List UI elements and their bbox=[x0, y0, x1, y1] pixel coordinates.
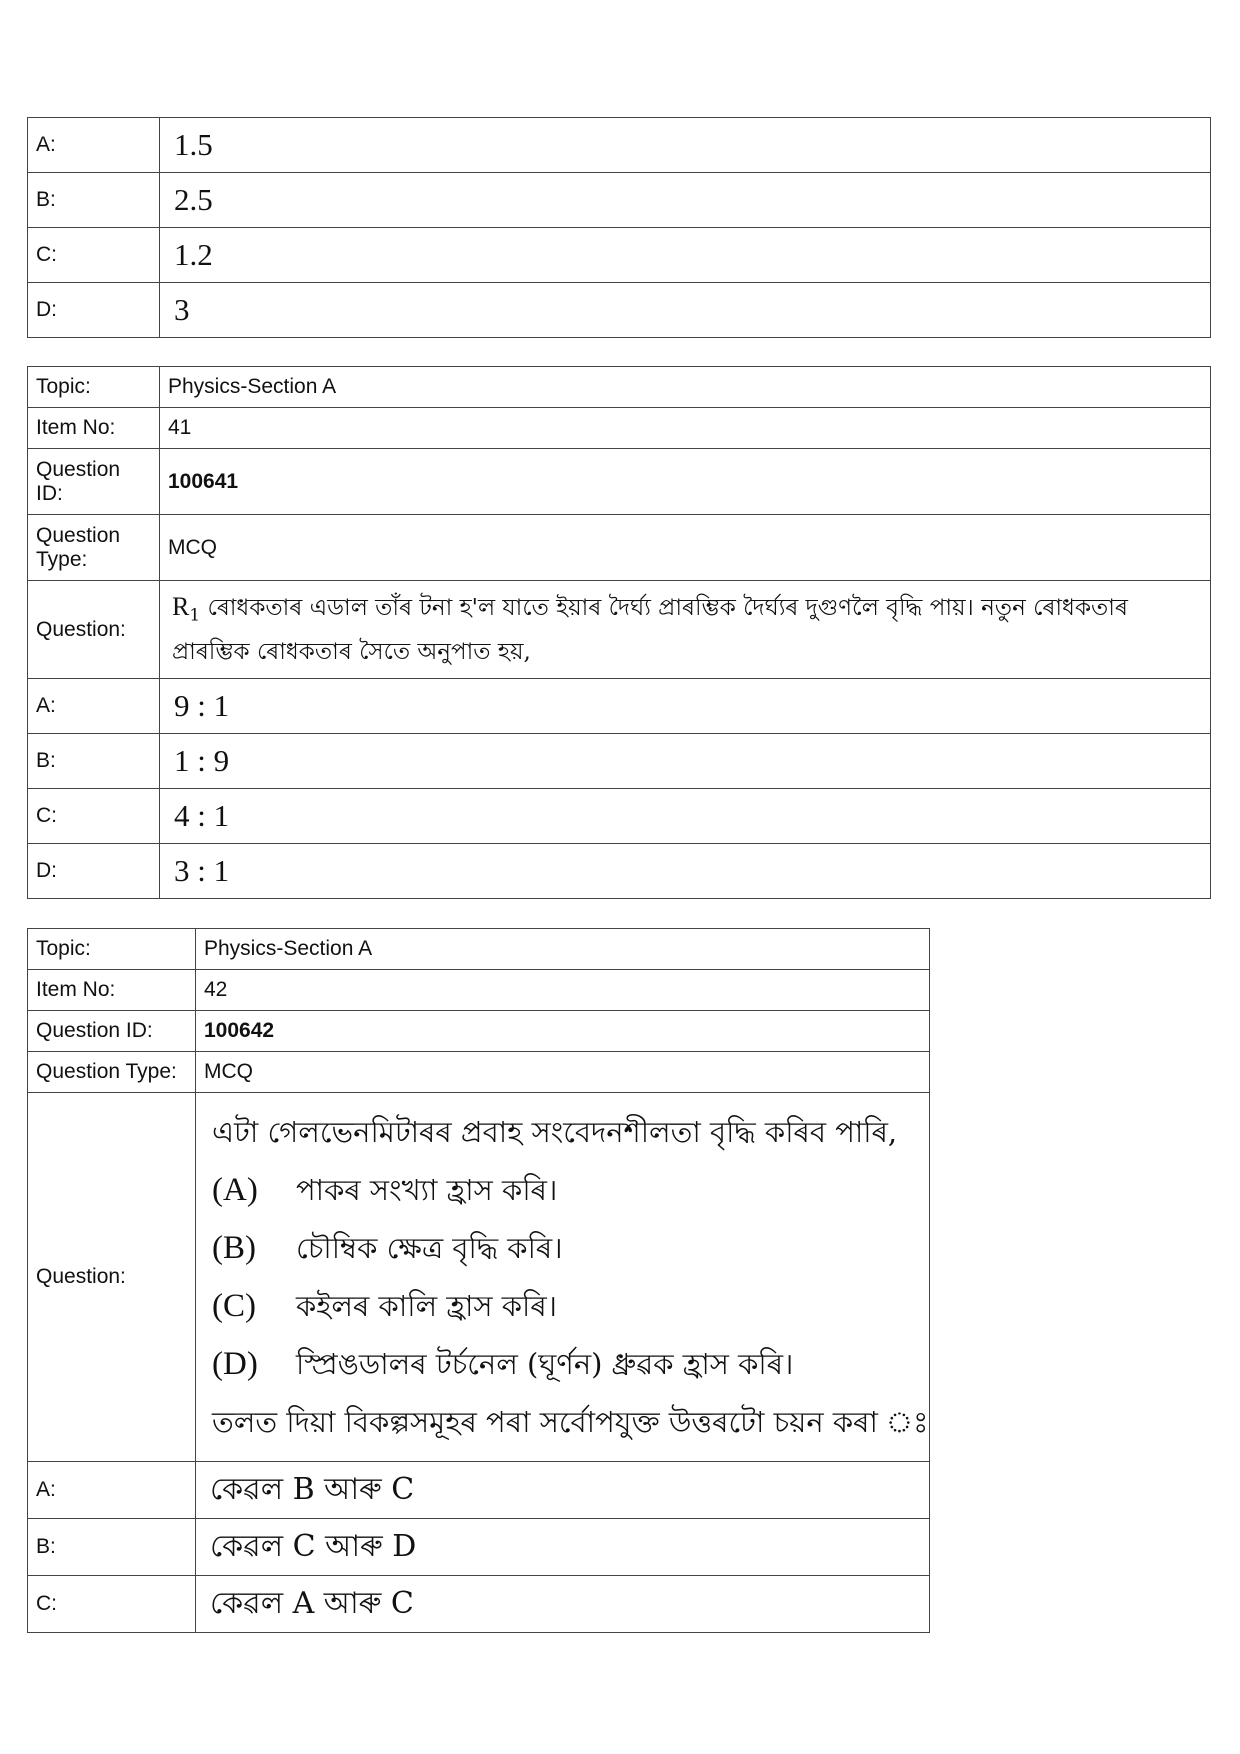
item-no-row bbox=[28, 970, 930, 1011]
statement-mark: (D) bbox=[212, 1346, 258, 1382]
statement-d bbox=[212, 1335, 913, 1393]
prev-question-options-table bbox=[27, 117, 1211, 338]
option-row bbox=[28, 789, 1211, 844]
option-label: B: bbox=[28, 1519, 196, 1576]
option-row bbox=[28, 228, 1211, 283]
option-value: 4 : 1 bbox=[160, 789, 1211, 844]
topic-label: Topic: bbox=[28, 929, 196, 970]
option-row bbox=[28, 1576, 930, 1633]
option-value: 9 : 1 bbox=[160, 679, 1211, 734]
option-value: 1.2 bbox=[160, 228, 1211, 283]
question-id-value: 100642 bbox=[196, 1011, 930, 1052]
question-id-row bbox=[28, 449, 1211, 515]
question-text bbox=[196, 1093, 930, 1462]
option-row bbox=[28, 1462, 930, 1519]
topic-value: Physics-Section A bbox=[160, 367, 1211, 408]
option-label: D: bbox=[28, 844, 160, 899]
statement-mark: (C) bbox=[212, 1288, 256, 1324]
question-id-label: Question ID: bbox=[28, 449, 160, 515]
question-type-label: Question Type: bbox=[28, 1052, 196, 1093]
question-label: Question: bbox=[28, 581, 160, 679]
option-label: C: bbox=[28, 228, 160, 283]
statement-mark: (A) bbox=[212, 1172, 258, 1208]
question-type-row bbox=[28, 515, 1211, 581]
option-value: 3 : 1 bbox=[160, 844, 1211, 899]
statement-a bbox=[212, 1161, 913, 1219]
question-row bbox=[28, 581, 1211, 679]
question-body: ৰোধকতাৰ এডাল তাঁৰ টনা হ'ল যাতে ইয়াৰ দৈৰ্ঘ্য প্ৰাৰম্ভিক দৈৰ্ঘ্যৰ দুগুণলৈ বৃদ্ধি পায়। নতুন ৰোধকতাৰ প্ৰাৰম্ভিক ৰোধকতাৰ সৈতে অনুপাত হয়, bbox=[172, 595, 1128, 665]
item-no-value: 42 bbox=[196, 970, 930, 1011]
item-no-label: Item No: bbox=[28, 408, 160, 449]
option-label: A: bbox=[28, 679, 160, 734]
topic-row bbox=[28, 929, 930, 970]
statement-text: পাকৰ সংখ্যা হ্ৰাস কৰি। bbox=[296, 1173, 558, 1207]
option-value: কেৱল B আৰু C bbox=[196, 1462, 930, 1519]
resistance-subscript: 1 bbox=[189, 605, 201, 626]
option-row bbox=[28, 173, 1211, 228]
statement-text: স্প্ৰিঙডালৰ টৰ্চনেল (ঘূৰ্ণন) ধ্ৰুৱক হ্ৰাস কৰি। bbox=[296, 1347, 794, 1381]
question-id-label: Question ID: bbox=[28, 1011, 196, 1052]
question-type-row bbox=[28, 1052, 930, 1093]
question-row bbox=[28, 1093, 930, 1462]
statement-text: কইলৰ কালি হ্ৰাস কৰি। bbox=[296, 1289, 558, 1323]
question-id-value: 100641 bbox=[160, 449, 1211, 515]
statement-c bbox=[212, 1277, 913, 1335]
item-no-row bbox=[28, 408, 1211, 449]
topic-row bbox=[28, 367, 1211, 408]
option-row bbox=[28, 844, 1211, 899]
option-label: B: bbox=[28, 173, 160, 228]
option-label: B: bbox=[28, 734, 160, 789]
question-label: Question: bbox=[28, 1093, 196, 1462]
statement-text: চৌম্বিক ক্ষেত্ৰ বৃদ্ধি কৰি। bbox=[296, 1231, 563, 1265]
option-label: D: bbox=[28, 283, 160, 338]
option-label: C: bbox=[28, 1576, 196, 1633]
item-no-label: Item No: bbox=[28, 970, 196, 1011]
question-text bbox=[160, 581, 1211, 679]
statement-mark: (B) bbox=[212, 1230, 256, 1266]
option-value: কেৱল C আৰু D bbox=[196, 1519, 930, 1576]
option-value: 1 : 9 bbox=[160, 734, 1211, 789]
question-id-row bbox=[28, 1011, 930, 1052]
topic-label: Topic: bbox=[28, 367, 160, 408]
question-42-table bbox=[27, 928, 930, 1633]
question-type-value: MCQ bbox=[196, 1052, 930, 1093]
item-no-value: 41 bbox=[160, 408, 1211, 449]
option-label: A: bbox=[28, 1462, 196, 1519]
question-intro: এটা গেলভেনমিটাৰৰ প্ৰবাহ সংবেদনশীলতা বৃদ্ধি কৰিব পাৰি, bbox=[212, 1115, 898, 1149]
question-outro: তলত দিয়া বিকল্পসমূহৰ পৰা সৰ্বোপযুক্ত উত্তৰটো চয়ন কৰা ঃ bbox=[212, 1405, 929, 1439]
option-row bbox=[28, 1519, 930, 1576]
option-value: 3 bbox=[160, 283, 1211, 338]
question-type-value: MCQ bbox=[160, 515, 1211, 581]
option-row bbox=[28, 734, 1211, 789]
option-row bbox=[28, 679, 1211, 734]
question-41-table bbox=[27, 366, 1211, 899]
option-row bbox=[28, 118, 1211, 173]
option-value: 1.5 bbox=[160, 118, 1211, 173]
option-label: A: bbox=[28, 118, 160, 173]
option-row bbox=[28, 283, 1211, 338]
question-type-label: Question Type: bbox=[28, 515, 160, 581]
statement-b bbox=[212, 1219, 913, 1277]
option-label: C: bbox=[28, 789, 160, 844]
resistance-symbol: R bbox=[172, 592, 190, 622]
option-value: 2.5 bbox=[160, 173, 1211, 228]
option-value: কেৱল A আৰু C bbox=[196, 1576, 930, 1633]
topic-value: Physics-Section A bbox=[196, 929, 930, 970]
